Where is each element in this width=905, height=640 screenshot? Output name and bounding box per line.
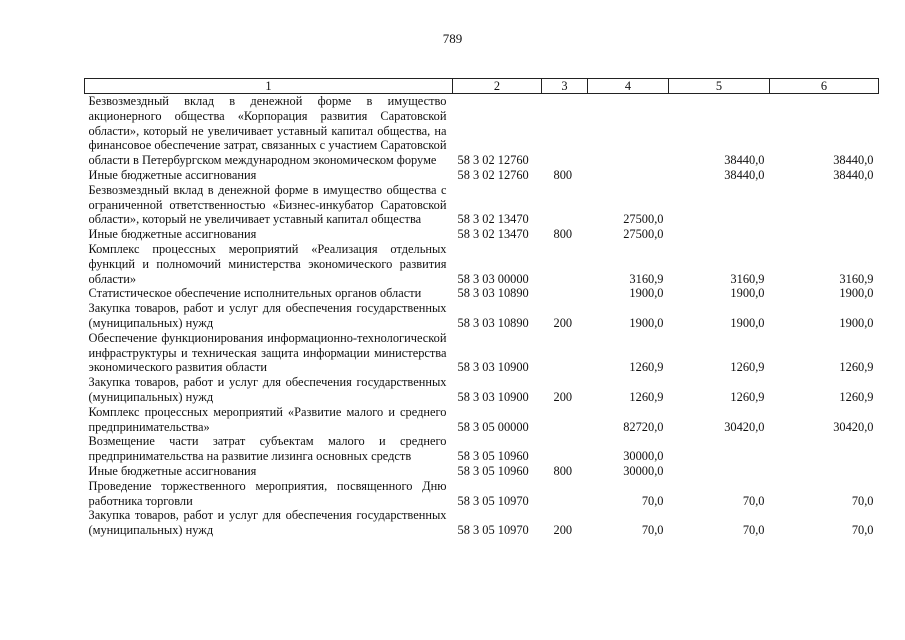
row-amount-col5: 3160,9 xyxy=(730,271,765,286)
row-expense-type xyxy=(542,479,588,509)
row-amount-col5 xyxy=(669,227,770,242)
table-row xyxy=(85,94,879,168)
row-amount-col5 xyxy=(669,434,770,464)
row-amount-col6: 38440,0 xyxy=(833,167,874,182)
row-amount-col6 xyxy=(770,434,879,464)
row-name: Иные бюджетные ассигнования xyxy=(88,227,257,242)
table-row xyxy=(85,242,879,286)
row-expense-type xyxy=(542,183,588,227)
row-amount-col4 xyxy=(588,94,669,168)
row-amount-col6 xyxy=(770,464,879,479)
table-row xyxy=(85,508,879,538)
budget-table xyxy=(84,78,879,538)
row-code: 58 3 03 00000 xyxy=(457,271,529,286)
row-name: Иные бюджетные ассигнования xyxy=(88,167,257,182)
row-code: 58 3 05 10960 xyxy=(457,463,529,478)
row-code: 58 3 02 12760 xyxy=(457,167,529,182)
row-code: 58 3 02 13470 xyxy=(457,212,529,227)
row-amount-col5: 70,0 xyxy=(742,523,765,538)
row-amount-col6: 70,0 xyxy=(851,493,874,508)
row-expense-type xyxy=(542,94,588,168)
row-name: Закупка товаров, работ и услуг для обеспечения государственных (муниципальных) нужд xyxy=(88,508,447,538)
row-amount-col6: 30420,0 xyxy=(833,419,874,434)
row-expense-type: 800 xyxy=(553,227,573,242)
row-expense-type: 800 xyxy=(553,167,573,182)
row-expense-type: 200 xyxy=(553,389,573,404)
table-row xyxy=(85,375,879,405)
row-amount-col6: 3160,9 xyxy=(839,271,874,286)
column-header: 3 xyxy=(542,79,588,94)
row-amount-col4: 30000,0 xyxy=(623,463,664,478)
row-name: Закупка товаров, работ и услуг для обеспечения государственных (муниципальных) нужд xyxy=(88,301,447,330)
row-code: 58 3 03 10900 xyxy=(457,360,529,375)
row-amount-col4: 30000,0 xyxy=(623,449,664,464)
row-amount-col4: 27500,0 xyxy=(623,227,664,242)
table-row xyxy=(85,331,879,375)
row-expense-type: 800 xyxy=(553,463,573,478)
row-name: Комплекс процессных мероприятий «Реализация отдельных функций и полномочий министерства экономического развития области» xyxy=(88,241,447,286)
row-amount-col4: 3160,9 xyxy=(629,271,664,286)
row-name: Закупка товаров, работ и услуг для обеспечения государственных (муниципальных) нужд xyxy=(88,375,447,404)
row-amount-col6: 70,0 xyxy=(851,523,874,538)
row-code: 58 3 03 10900 xyxy=(457,389,529,404)
table-header-row xyxy=(85,79,879,94)
row-expense-type xyxy=(542,242,588,286)
row-amount-col5 xyxy=(669,464,770,479)
row-amount-col5: 1900,0 xyxy=(730,286,765,301)
table-row xyxy=(85,227,879,242)
row-amount-col5 xyxy=(669,183,770,227)
column-header: 1 xyxy=(85,79,453,94)
row-name: Безвозмездный вклад в денежной форме в имущество акционерного общества «Корпорация развития Саратовской области», который не увеличивает уставный капитал общества, на финансовое обеспечение затрат, связанных с участием Саратовской области в Петербургском международном экономическом форуме xyxy=(88,94,447,168)
row-amount-col6: 1900,0 xyxy=(839,315,874,330)
table-row xyxy=(85,183,879,227)
page-number: 789 xyxy=(442,31,463,46)
row-expense-type: 200 xyxy=(553,315,573,330)
row-amount-col4: 82720,0 xyxy=(623,419,664,434)
row-amount-col6 xyxy=(770,227,879,242)
row-expense-type xyxy=(542,286,588,301)
row-name: Иные бюджетные ассигнования xyxy=(88,463,257,478)
row-code: 58 3 05 10960 xyxy=(457,449,529,464)
column-header: 4 xyxy=(588,79,669,94)
row-code: 58 3 05 10970 xyxy=(457,523,529,538)
row-expense-type: 200 xyxy=(553,523,573,538)
column-header: 6 xyxy=(770,79,879,94)
row-name: Статистическое обеспечение исполнительных органов области xyxy=(88,286,422,301)
row-name: Обеспечение функционирования информационно-технологической инфраструктуры и техническая защита информации министерства экономического развития области xyxy=(88,330,447,375)
row-amount-col4: 27500,0 xyxy=(623,212,664,227)
row-code: 58 3 03 10890 xyxy=(457,315,529,330)
row-name: Возмещение части затрат субъектам малого и среднего предпринимательства на развитие лизинга основных средств xyxy=(88,434,447,464)
row-amount-col5: 1260,9 xyxy=(730,360,765,375)
row-amount-col6: 38440,0 xyxy=(833,153,874,168)
table-row xyxy=(85,286,879,301)
table-row xyxy=(85,168,879,183)
row-amount-col5: 38440,0 xyxy=(724,153,765,168)
row-amount-col5: 70,0 xyxy=(742,493,765,508)
row-code: 58 3 05 10970 xyxy=(457,493,529,508)
row-amount-col6: 1900,0 xyxy=(839,286,874,301)
row-amount-col6 xyxy=(770,183,879,227)
row-amount-col4 xyxy=(588,168,669,183)
row-name: Безвозмездный вклад в денежной форме в имущество общества с ограниченной ответственностью «Бизнес-инкубатор Саратовской области», который не увеличивает уставный капитал общества xyxy=(88,182,447,227)
row-amount-col4: 1900,0 xyxy=(629,286,664,301)
row-code: 58 3 05 00000 xyxy=(457,419,529,434)
row-amount-col6: 1260,9 xyxy=(839,360,874,375)
table-row xyxy=(85,479,879,509)
row-amount-col5: 1900,0 xyxy=(730,315,765,330)
row-amount-col5: 30420,0 xyxy=(724,419,765,434)
row-name: Проведение торжественного мероприятия, посвященного Дню работника торговли xyxy=(88,478,447,508)
row-expense-type xyxy=(542,405,588,435)
table-row xyxy=(85,405,879,435)
row-amount-col4: 1900,0 xyxy=(629,315,664,330)
table-row xyxy=(85,434,879,464)
table-row xyxy=(85,301,879,331)
column-header: 5 xyxy=(669,79,770,94)
row-code: 58 3 03 10890 xyxy=(457,286,529,301)
row-expense-type xyxy=(542,331,588,375)
table-row xyxy=(85,464,879,479)
row-name: Комплекс процессных мероприятий «Развитие малого и среднего предпринимательства» xyxy=(88,404,447,434)
column-header: 2 xyxy=(453,79,542,94)
row-amount-col4: 1260,9 xyxy=(629,360,664,375)
row-amount-col5: 1260,9 xyxy=(730,389,765,404)
row-amount-col4: 70,0 xyxy=(641,493,664,508)
row-amount-col4: 1260,9 xyxy=(629,389,664,404)
row-amount-col4: 70,0 xyxy=(641,523,664,538)
row-expense-type xyxy=(542,434,588,464)
row-code: 58 3 02 13470 xyxy=(457,227,529,242)
row-amount-col5: 38440,0 xyxy=(724,167,765,182)
row-amount-col6: 1260,9 xyxy=(839,389,874,404)
row-code: 58 3 02 12760 xyxy=(457,153,529,168)
